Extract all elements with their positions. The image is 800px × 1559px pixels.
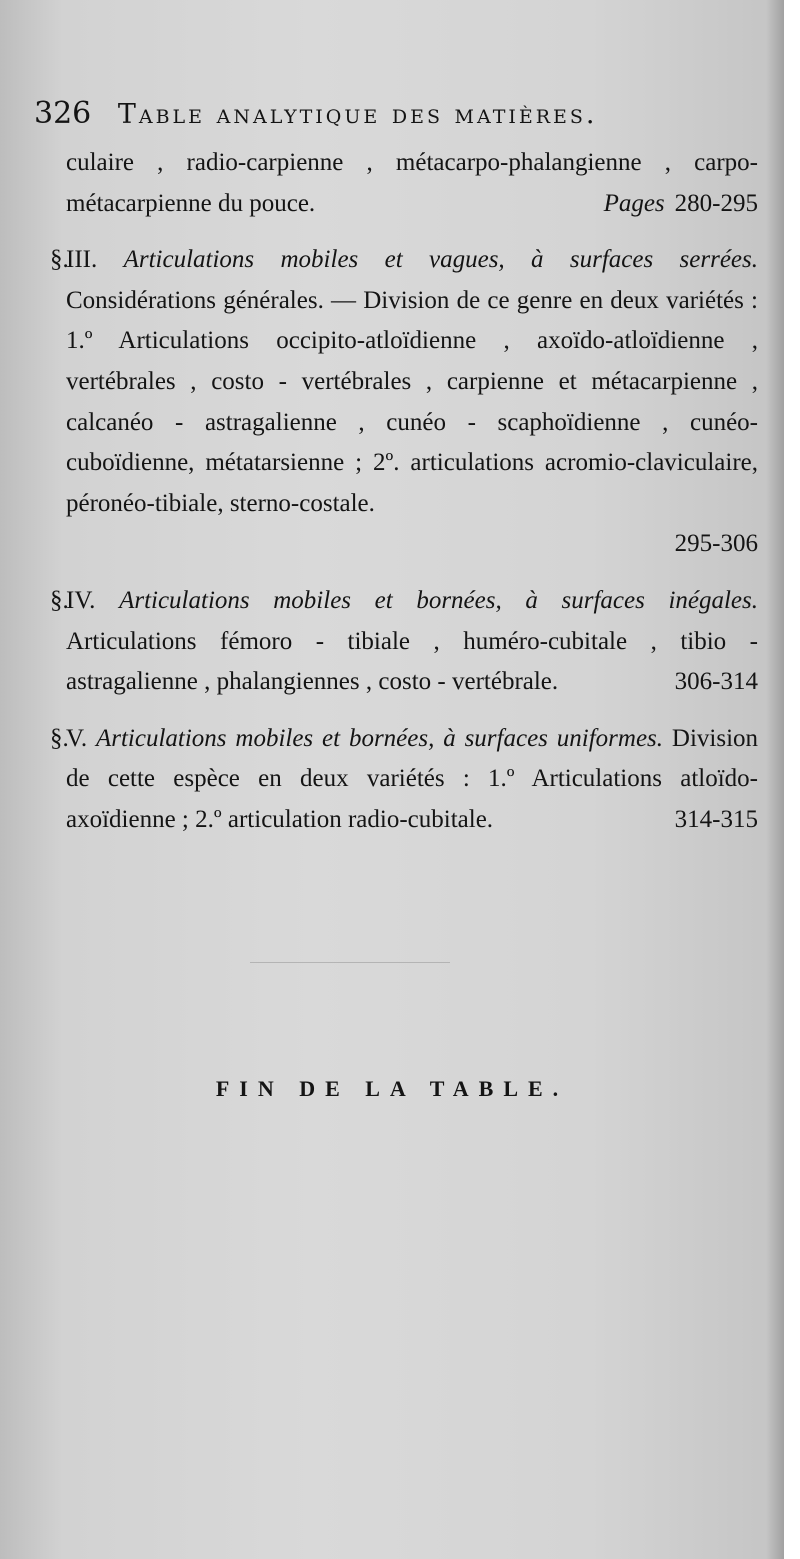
toc-entry-section-v (50, 719, 759, 841)
section-divider (250, 962, 450, 963)
section-heading: Articulations mobiles et bornées, à surfaces inégales. (119, 586, 759, 614)
entry-text: culaire , radio-carpienne , métacarpo-phalangienne , carpo-métacarpienne du pouce. (66, 149, 758, 217)
section-marker: §. (50, 246, 69, 274)
page-edge-shadow (766, 0, 784, 1559)
page-range: 306-314 (674, 668, 758, 696)
section-heading: Articulations mobiles et bornées, à surfaces uniformes. (95, 724, 664, 752)
running-header (34, 96, 754, 133)
entry-text: Considérations générales. — Division de ce genre en deux variétés : 1.º Articulations occipito-atloïdienne , axoïdo-atloïdienne , vertébrales , costo - vertébrales , carpienne et métacarpienne , calcanéo - astragalienne , cunéo - scaphoïdienne , cunéo-cuboïdienne, métatarsienne ; 2º. articulations acromio-claviculaire, péronéo-tibiale, sterno-costale. (66, 286, 758, 517)
page-range (604, 184, 758, 225)
section-marker: §. (50, 724, 69, 752)
toc-entry-section-iii (50, 240, 759, 565)
entry-text: Division de cette espèce en deux variétés : 1.º Articulations atloïdo-axoïdienne ; 2.º articulation radio-cubitale. (66, 724, 759, 833)
pages-label: Pages (603, 189, 665, 217)
end-of-table-label: FIN DE LA TABLE. (215, 1076, 569, 1101)
page-range: 314-315 (674, 805, 758, 833)
page-range: 295-306 (674, 530, 758, 558)
entry-text: Articulations fémoro - tibiale , huméro-cubitale , tibio - astragalienne , phalangiennes , costo - vertébrale. (66, 627, 758, 696)
toc-entry-continuation (66, 143, 758, 224)
section-numeral: IV. (66, 586, 96, 614)
section-heading: Articulations mobiles et vagues, à surfaces serrées. (123, 246, 759, 274)
page-range-value: 280-295 (674, 189, 758, 217)
header-title: Table analytique des matières. (117, 99, 598, 130)
table-of-contents-body (50, 143, 759, 857)
toc-entry-section-iv (50, 581, 759, 703)
section-numeral: V. (66, 724, 88, 752)
section-numeral: III. (66, 246, 98, 274)
section-marker: §. (50, 586, 69, 614)
page-number: 326 (34, 96, 92, 131)
